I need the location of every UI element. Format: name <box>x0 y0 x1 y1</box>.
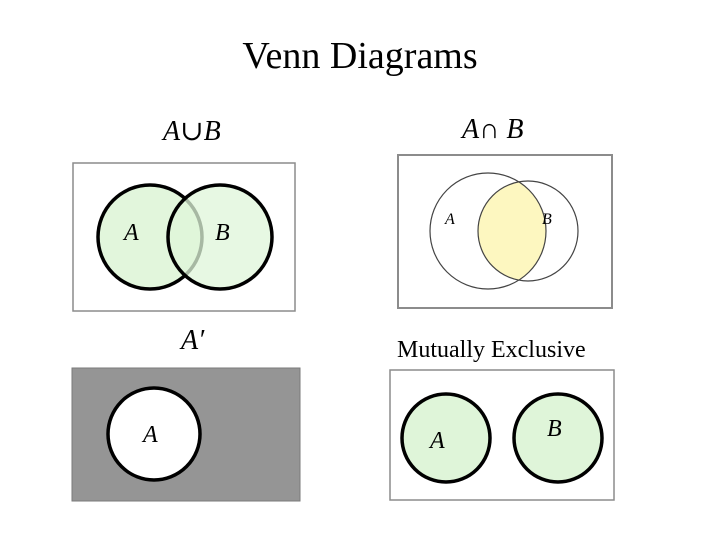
mutually-exclusive-circle-a <box>402 394 490 482</box>
complement-diagram <box>72 368 300 501</box>
complement-label: A′ <box>181 325 205 356</box>
union-diagram <box>73 163 295 311</box>
page-title: Venn Diagrams <box>242 35 478 77</box>
union-set-b-label: B <box>215 220 230 246</box>
intersection-set-a-label: A <box>445 211 455 228</box>
intersection-label: A∩ B <box>462 114 524 145</box>
mutually-exclusive-set-b-label: B <box>547 416 562 442</box>
intersection-set-b-label: B <box>542 211 552 228</box>
union-set-a-label: A <box>124 220 139 246</box>
mutually-exclusive-label: Mutually Exclusive <box>397 337 586 363</box>
mutually-exclusive-set-a-label: A <box>430 428 445 454</box>
intersection-diagram <box>398 155 612 308</box>
union-label: A∪B <box>163 116 221 147</box>
complement-set-a-label: A <box>143 422 158 448</box>
mutually-exclusive-diagram <box>390 370 614 500</box>
